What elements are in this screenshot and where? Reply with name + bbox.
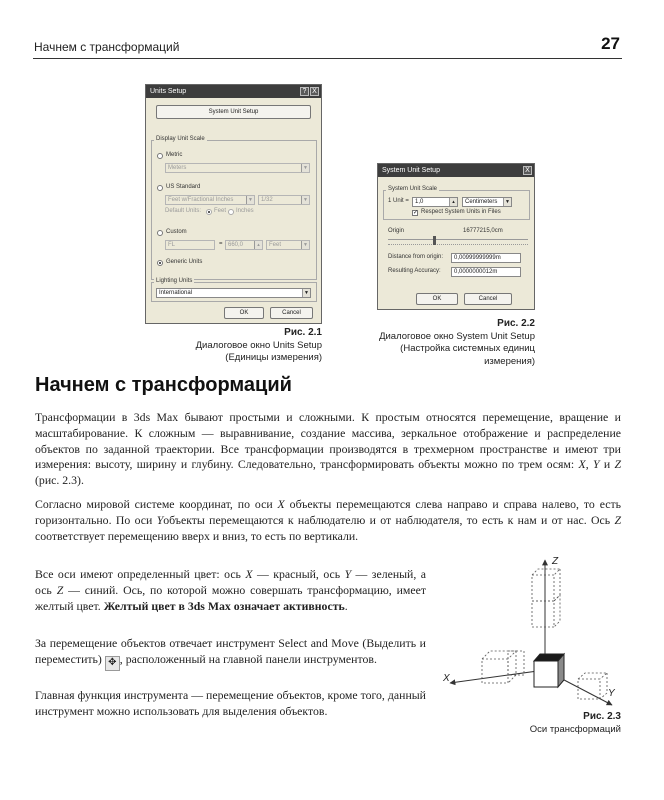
system-unit-setup-titlebar	[378, 164, 534, 177]
figure-caption-2-2	[330, 318, 535, 368]
origin-slider-thumb[interactable]	[433, 236, 436, 245]
inches-radio[interactable]	[228, 209, 234, 215]
resulting-accuracy-value: 0,0000000012m	[454, 269, 498, 275]
paragraph-text: объекты перемещаются к наблюдателю и от наблюдателя, то есть к нам и от нас. Ось	[163, 512, 615, 527]
paragraph-text: ,	[585, 457, 593, 472]
system-unit-setup-button[interactable]: System Unit Setup	[156, 105, 311, 119]
system-unit-scale-label: System Unit Scale	[388, 186, 438, 192]
chevron-down-icon: ▼	[301, 196, 309, 204]
custom-equals: =	[219, 241, 223, 247]
custom-unit-select[interactable]	[266, 240, 310, 250]
chevron-down-icon: ▼	[302, 289, 310, 297]
distance-from-origin-value: 0,00999999999m	[454, 255, 501, 261]
paragraph-text: , расположенный на главной панели инструментов.	[119, 651, 377, 666]
us-standard-select-value: Feet w/Fractional Inches	[168, 197, 234, 203]
feet-label: Feet	[214, 208, 227, 214]
metric-radio[interactable]	[157, 153, 163, 159]
us-fraction-value: 1/32	[261, 197, 273, 203]
unit-label: 1 Unit =	[388, 198, 409, 204]
unit-value-field[interactable]	[412, 197, 458, 207]
us-standard-radio[interactable]	[157, 185, 163, 191]
dashed-cube-top	[532, 569, 560, 627]
metric-select[interactable]	[165, 163, 310, 173]
figure-caption-2-3	[480, 711, 621, 736]
cancel-button[interactable]: Cancel	[464, 293, 512, 305]
solid-cube	[534, 654, 564, 687]
display-unit-scale-label: Display Unit Scale	[156, 136, 205, 142]
axis-z-label: Z	[552, 556, 559, 567]
paragraph-text: — зеленый, а ось	[35, 567, 426, 597]
spinner-icon: ▴	[254, 241, 262, 249]
units-setup-titlebar	[146, 85, 321, 98]
chevron-down-icon: ▼	[246, 196, 254, 204]
paragraph-text: (рис. 2.3).	[35, 473, 84, 488]
units-setup-title: Units Setup	[150, 88, 187, 95]
custom-value: 660,0	[228, 242, 244, 248]
axis-z-term: Z	[614, 457, 621, 472]
cancel-button[interactable]: Cancel	[270, 307, 313, 319]
page-number: 27	[601, 34, 620, 53]
paragraph-text: .	[344, 598, 348, 613]
paragraph-text: Трансформации в 3ds Max бывают простыми и сложными. К простым относятся перемещение, вращение и масштабирование. К сложным — выравнивание, создание массива, зеркальное отображение и распределение объектов по заданной траектории. Все трансформации производятся в трехмерном пространстве и имеют три измерения: высоту, ширину и глубину. Следовательно, трансформировать объекты можно по трем осям:	[35, 410, 621, 472]
axis-x-line	[450, 670, 545, 683]
origin-value: 16777215,0cm	[463, 228, 503, 234]
custom-value-field[interactable]	[225, 240, 263, 250]
figure-number: Рис. 2.1	[284, 327, 322, 338]
unit-type-select[interactable]	[462, 197, 512, 207]
axis-x-term: X	[277, 497, 285, 511]
paragraph-4	[35, 636, 426, 671]
respect-system-units-label: Respect System Units in Files	[421, 209, 501, 215]
system-unit-setup-dialog	[377, 163, 535, 310]
paragraph-5	[35, 688, 426, 720]
metric-select-value: Meters	[168, 165, 187, 171]
generic-units-label: Generic Units	[166, 259, 203, 265]
axis-y-term: Y	[156, 512, 164, 527]
paragraph-text: Согласно мировой системе координат, по оси	[35, 497, 278, 511]
paragraph-text: — синий. Ось, по которой можно совершать трансформацию, имеет желтый цвет.	[35, 582, 427, 613]
paragraph-1	[35, 410, 621, 489]
custom-unit-value: Feet	[269, 242, 282, 248]
distance-from-origin-label: Distance from origin:	[388, 254, 444, 260]
default-units-label: Default Units:	[165, 208, 202, 214]
inches-label: Inches	[236, 208, 254, 214]
axis-x-label: X	[443, 673, 450, 684]
respect-system-units-checkbox[interactable]: ✓	[413, 210, 419, 216]
axis-z-term: Z	[614, 512, 622, 527]
spinner-icon: ▴	[449, 198, 457, 206]
custom-name-value: FL	[168, 242, 176, 248]
axis-x-term: X	[245, 567, 253, 581]
chevron-down-icon: ▼	[301, 164, 309, 172]
origin-slider[interactable]	[388, 239, 528, 245]
chevron-down-icon: ▼	[301, 241, 309, 249]
figure-number: Рис. 2.2	[497, 318, 535, 329]
close-icon[interactable]: X	[310, 87, 319, 96]
figure-caption-line: (Настройка системных единиц	[400, 343, 535, 354]
transformation-axes-figure	[440, 555, 620, 710]
system-unit-setup-title: System Unit Setup	[382, 167, 440, 174]
figure-caption-line: Диалоговое окно System Unit Setup	[379, 330, 535, 342]
us-standard-label: US Standard	[166, 184, 201, 190]
chevron-down-icon: ▼	[503, 198, 511, 206]
lighting-units-value: International	[159, 290, 193, 296]
axis-z-term: Z	[56, 582, 64, 597]
header-rule	[33, 58, 622, 59]
paragraph-text: Все оси имеют определенный цвет: ось	[35, 567, 246, 581]
figure-caption-line: (Единицы измерения)	[225, 352, 322, 363]
custom-label: Custom	[166, 229, 187, 235]
origin-label: Origin	[388, 228, 405, 234]
feet-radio[interactable]	[206, 209, 212, 215]
generic-units-radio[interactable]	[157, 260, 163, 266]
lighting-units-select[interactable]	[156, 288, 311, 298]
figure-number: Рис. 2.3	[583, 711, 621, 722]
resulting-accuracy-label: Resulting Accuracy:	[388, 268, 441, 274]
paragraph-text: соответствует перемещению вверх и вниз, то есть по вертикали.	[35, 528, 359, 543]
figure-caption-2-1	[150, 327, 322, 365]
distance-from-origin-field[interactable]	[451, 253, 521, 263]
us-standard-select[interactable]	[165, 195, 255, 205]
paragraph-text: объекты перемещаются слева направо и справа налево, то есть горизонтально. По оси	[35, 497, 621, 527]
custom-name-field[interactable]	[165, 240, 215, 250]
paragraph-2	[35, 497, 621, 544]
paragraph-text: Главная функция инструмента — перемещение объектов, кроме того, данный инструмент можно использовать для выделения объектов.	[35, 688, 426, 718]
custom-radio[interactable]	[157, 230, 163, 236]
ok-button[interactable]: OK	[416, 293, 458, 305]
unit-value: 1,0	[415, 199, 424, 205]
us-fraction-select[interactable]	[258, 195, 310, 205]
running-title: Начнем с трансформаций	[34, 40, 180, 54]
figure-caption-line: Диалоговое окно Units Setup	[195, 339, 322, 351]
unit-type-value: Centimeters	[465, 199, 498, 205]
figure-caption-line: измерения)	[484, 355, 535, 367]
paragraph-3	[35, 567, 426, 614]
axis-y-term: Y	[344, 567, 352, 581]
axis-x-term: X	[578, 457, 586, 472]
units-setup-dialog	[145, 84, 322, 324]
section-title: Начнем с трансформаций	[35, 374, 292, 396]
lighting-units-label: Lighting Units	[156, 278, 193, 284]
paragraph-text: — красный, ось	[252, 567, 345, 581]
resulting-accuracy-field[interactable]	[451, 267, 521, 277]
close-icon[interactable]: X	[523, 166, 532, 175]
ok-button[interactable]: OK	[224, 307, 264, 319]
emphasis-text: Желтый цвет в 3ds Max означает активность	[103, 598, 345, 613]
paragraph-text: и	[599, 457, 615, 472]
paragraph-text: За перемещение объектов отвечает инструмент Select and Move (Выделить и переместить)	[35, 636, 426, 666]
metric-label: Metric	[166, 152, 183, 158]
figure-caption-line: Оси трансформаций	[529, 723, 621, 735]
help-button[interactable]: ?	[300, 87, 309, 96]
axis-y-label: Y	[608, 688, 615, 699]
axis-y-term: Y	[592, 457, 600, 472]
select-and-move-icon: ✥	[105, 656, 120, 671]
